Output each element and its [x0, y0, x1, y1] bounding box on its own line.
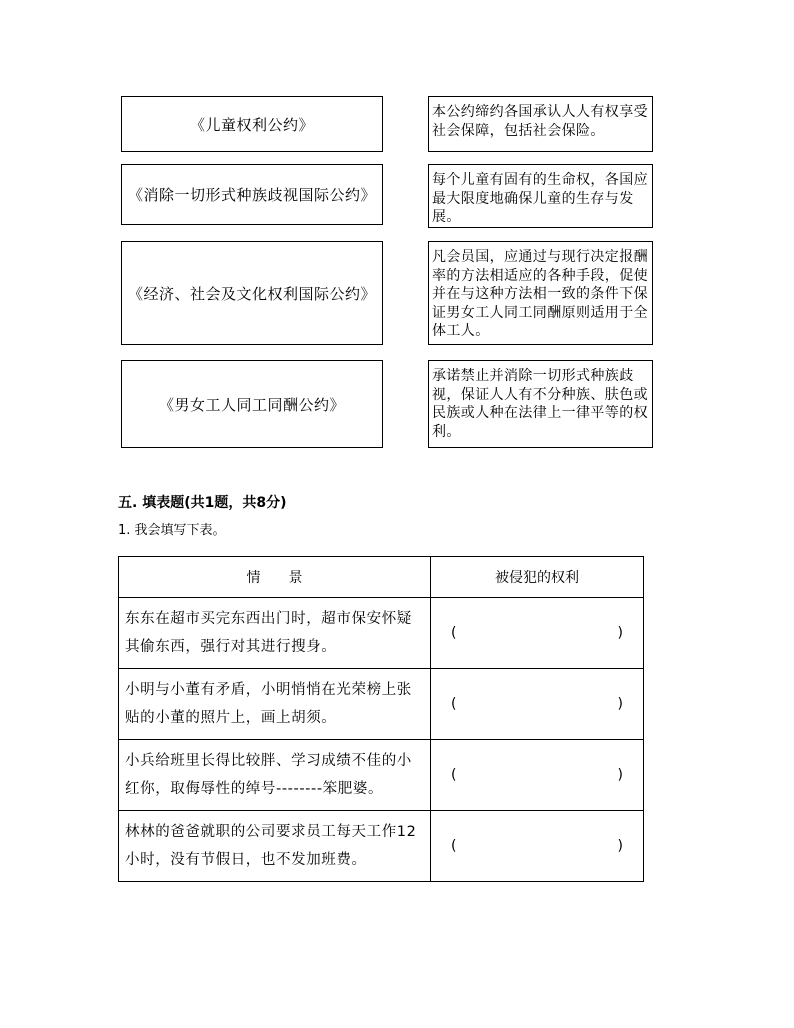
answer-cell[interactable] [431, 669, 644, 740]
description-box-1 [428, 96, 653, 152]
close-paren: ) [617, 838, 623, 854]
convention-label: 《消除一切形式种族歧视国际公约》 [127, 186, 376, 204]
description-text: 每个儿童有固有的生命权，各国应最大限度地确保儿童的生存与发展。 [432, 172, 648, 225]
answer-cell[interactable] [431, 740, 644, 811]
answer-cell[interactable] [431, 598, 644, 669]
table-row [119, 598, 644, 669]
table-row [119, 811, 644, 882]
description-box-2 [428, 164, 653, 228]
question-text: 1. 我会填写下表。 [118, 523, 226, 538]
table-row [119, 669, 644, 740]
open-paren: ( [451, 838, 457, 854]
description-text: 本公约缔约各国承认人人有权享受社会保障，包括社会保险。 [432, 104, 648, 139]
convention-box-4 [121, 360, 383, 448]
description-box-4 [428, 360, 653, 448]
header-right: 被侵犯的权利 [431, 557, 644, 598]
close-paren: ) [617, 767, 623, 783]
convention-box-3 [121, 241, 383, 345]
close-paren: ) [617, 696, 623, 712]
close-paren: ) [617, 625, 623, 641]
table-header-row [119, 557, 644, 598]
scene-cell: 林林的爸爸就职的公司要求员工每天工作12小时，没有节假日，也不发加班费。 [119, 811, 431, 882]
convention-label: 《男女工人同工同酬公约》 [158, 395, 345, 414]
scene-cell: 小兵给班里长得比较胖、学习成绩不佳的小红你，取侮辱性的绰号--------笨肥婆。 [119, 740, 431, 811]
table-row [119, 740, 644, 811]
convention-label: 《儿童权利公约》 [189, 115, 314, 134]
description-text: 承诺禁止并消除一切形式种族歧视，保证人人有不分种族、肤色或民族或人种在法律上一律平等的权利。 [432, 368, 648, 440]
convention-label: 《经济、社会及文化权利国际公约》 [127, 284, 376, 303]
scene-cell: 东东在超市买完东西出门时，超市保安怀疑其偷东西，强行对其进行搜身。 [119, 598, 431, 669]
open-paren: ( [451, 625, 457, 641]
description-text: 凡会员国，应通过与现行决定报酬率的方法相适应的各种手段，促使并在与这种方法相一致的条件下保证男女工人同工同酬原则适用于全体工人。 [432, 249, 648, 339]
convention-box-1 [121, 96, 383, 152]
answer-cell[interactable] [431, 811, 644, 882]
open-paren: ( [451, 767, 457, 783]
convention-box-2 [121, 164, 383, 225]
section-heading: 五. 填表题(共1题，共8分) [118, 495, 287, 511]
scene-cell: 小明与小董有矛盾，小明悄悄在光荣榜上张贴的小董的照片上，画上胡须。 [119, 669, 431, 740]
header-scene: 情景 [119, 557, 431, 598]
open-paren: ( [451, 696, 457, 712]
fill-table [118, 556, 644, 882]
description-box-3 [428, 241, 653, 345]
